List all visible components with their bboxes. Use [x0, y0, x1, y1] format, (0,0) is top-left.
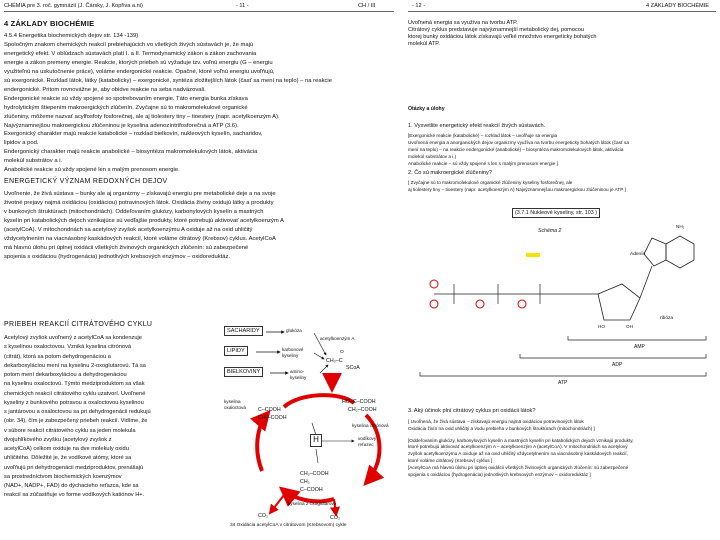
intro-line: Spoločným znakom chemických reakcií prebiehajúcich vo všetkých živých sústavách je, že majú: [4, 41, 254, 48]
intro-line: 4.5.4 Energetika biochemických dejov str. 134 -139): [4, 33, 139, 39]
box-bielkoviny: BIELKOVINY: [224, 367, 263, 377]
answer-3-line: [ Uvoľnená, že živá sústava – získavajú energiu najmä oxidáciou potravinových látok: [408, 419, 584, 424]
answer-3-line: ktoré potrebujú aktivovať acetylkoenzým A – acetylkoenzým A (acetylCoA). V mitochondriách sa acetylový: [408, 444, 628, 450]
chem-co2-a: CO₂: [258, 513, 269, 519]
cycle-line: acetylCoA) celkom oxiduje na dve molekuly oxidu: [4, 446, 129, 452]
left-header-title: CHÉMIA pre 3. roč. gymnázií (J. Čársky, J. Kopřiva a.ni): [4, 3, 143, 9]
cycle-line: potom mení dekarboxyláciou a dehydrogenáciou: [4, 372, 127, 378]
cycle-line: s jantárovou a oxaloctovou sa pri dehydrogenácii redukujú: [4, 409, 151, 415]
atp-diagram: [408, 198, 716, 398]
cycle-line: Acetylový zvyšok uvoľnený z acetylCoA sa kondenzuje: [4, 335, 142, 341]
chem-oxoglut-1: CH₂–COOH: [300, 471, 329, 477]
intro-line: endergonické. Pritom rovnovážne je, aby obidve reakcie na seba nadväzovali.: [4, 86, 206, 93]
answer-3-line: [Oddeľovaním glukózy, karbonylových kyselín a mastných kyselín pri katabolických dejoch vznikajú produkty,: [408, 437, 634, 443]
answer-1-line: mení na teplo) – na reakcie endergonické (anabolické) – biosyntéza makromolekulových látok, aktivácia: [408, 146, 624, 152]
intro-line: energie a zákon premeny energie. Reakcie, ktorých priebeh sú vyžaduje tzv. voľnú energiu (G – energiu: [4, 59, 273, 66]
left-header-code: CH / III: [358, 3, 376, 9]
chem-scoa: SCoA: [346, 365, 360, 371]
intro-line: lipidov a pod.: [4, 140, 39, 147]
chem-oxoglut-2: CH₂: [300, 479, 310, 485]
answer-3-line: [AcetylCoA má hlavnú úlohu pri úplnej oxidácii všetkých živinových organických zlúčenín: sú zabezpečené: [408, 465, 629, 471]
label-kyselina-oxoglutarova: kyselina 2-oxoglutarová: [288, 501, 337, 506]
label-karbonove-kyseliny: karbonové kyseliny: [282, 347, 304, 358]
atp-structure: [408, 198, 716, 398]
adenin-highlight: [526, 253, 540, 257]
tasks-title: Otázky a úlohy: [408, 106, 445, 112]
cycle-line: s kyselinou oxaloctovou. Vzniká kyselina citrónová: [4, 344, 132, 351]
label-retazec: reťazec: [358, 442, 374, 447]
right-intro-line: Uvoľnená energia sa využíva na tvorbu ATP.: [408, 20, 518, 26]
box-sacharidy: SACHARIDY: [224, 326, 263, 336]
right-intro-line: molekúl ATP.: [408, 41, 440, 47]
answer-2: [408, 180, 718, 194]
chem-oxaloct-1: C–COOH: [258, 407, 281, 413]
cycle-line: v súbore reakcií citrátového cyklu sa jeden molekula: [4, 427, 136, 434]
answer-1-line: Anabolické reakcie – sú vždy spojené s len s malým prenosom energie ]: [408, 160, 558, 166]
intro-line: hydrolytickým štiepením makroergických zlúčenín. Zvyčajne sú to makromolekulové organické: [4, 104, 248, 111]
intro-line: Endergonický charakter majú reakcie anabolické – biosyntéza makromolekulových látok, aktivácia: [4, 149, 258, 156]
atp-adenin: Adenín: [630, 252, 646, 257]
cycle-section-title: PRIEBEH REAKCIÍ CITRÁTOVÉHO CYKLU: [4, 321, 153, 328]
intro-line: Exergonický charakter majú reakcie katabolické – rozklad bielkovín, nukleových kyselín, sacharidov,: [4, 131, 263, 138]
atp-atp: ATP: [558, 380, 568, 386]
label-glukoza: glukóza: [286, 328, 302, 333]
chem-oxaloct-2: CH₂–COOH: [258, 415, 287, 421]
energy-line: životné prejavy najmä oxidáciou (oxidáciou) potravinových látok. Oxidácia živiny oxidujú látky a produkty: [4, 199, 274, 206]
left-header-rule: [4, 11, 394, 12]
question-2: 2. Čo sú makroergické zlúčeniny?: [408, 170, 492, 176]
left-header-page: - 11 -: [236, 3, 249, 9]
cycle-line: chemických reakcií citrátového cyklu uzatvorí. Uvoľnené: [4, 390, 146, 397]
energy-line: spojenia s oxidáciou (hydrogenácia) jednotlivých krebsových enzýmov – oxidoreduktáz.: [4, 253, 231, 260]
cycle-line: reakcií sa zúčastňuje vo forme vodíkových katiónov H+.: [4, 492, 145, 499]
cycle-line: dvojuhlíkového zvyšku (acetylový zvyšok z: [4, 436, 112, 443]
intro-line: Endergonické reakcie sú vždy spojené so spotrebovaním energie. Táto energia bunka získava: [4, 95, 248, 102]
energy-line: (acetylCoA). V mitochondriách sa acetylový zvyšok acetylkoenzýmu A oxiduje až na oxid uhličitý: [4, 226, 253, 233]
chem-citrat-2: CH₂–COOH: [348, 407, 377, 413]
right-header-code: 4 ZÁKLADY BIOCHÉMIE: [646, 3, 710, 9]
atp-box-title: (3.7.1 Nukleové kyseliny, str. 103 ): [512, 208, 600, 218]
right-page: [404, 0, 720, 540]
intro-line: využiteľnú na uskutočnenie práce), voláme endergonické reakcie. Opačné, ktoré voľnú energiu uvoľňujú,: [4, 68, 275, 75]
right-header-rule: [408, 11, 716, 12]
cycle-line: kyseliny z bunkového potravou a oxaloctovou kyselinou: [4, 399, 144, 406]
atp-amp: AMP: [634, 344, 645, 350]
cycle-line: (obr. 34), čím je zabezpečený priebeh reakcií. Vidíme, že: [4, 418, 148, 425]
diagram-caption: 34 Oxidácia acetylCoA v citrátovom (Krebsovom) cykle: [230, 523, 347, 528]
intro-line: energetický efekt. V oblúdzach sústavách platí I. a II. Termodynamický zákon a zákon zachovania: [4, 50, 257, 57]
atp-ho: HO: [598, 324, 605, 329]
label-kyselina-citronova: kyselina citrónová: [352, 423, 389, 428]
section-title: 4 ZÁKLADY BIOCHÉMIE: [4, 19, 95, 28]
cycle-line: na kyselinu oxaloctovú. Týmto medziproduktom sa však: [4, 381, 145, 388]
cycle-paragraph: [4, 334, 222, 501]
label-vodikovy: vodíkový: [358, 436, 377, 441]
answer-3-line: zvyšok acetylkoenzýmu A oxiduje až na oxid uhličitý vždycetylnením na viacnásobný kaskádových reakcií,: [408, 451, 628, 457]
intro-paragraph: [4, 32, 394, 175]
right-header-page: - 12 -: [412, 3, 426, 9]
answer-3-line: spojenia s oxidáciou (hydrogenácia) jednotlivých krebsových enzýmov – oxidoreduktáz ]: [408, 472, 591, 478]
cycle-line: uhličitého. Dôležité je, že vodíkové atómy, ktoré sa: [4, 455, 132, 462]
chem-o: O: [340, 350, 344, 355]
chem-oxoglut-3: C–COOH: [300, 487, 323, 493]
chem-co2-b: CO₂: [330, 515, 341, 521]
answer-3-line: ktoré voláme citrátový (Krebsov) cyklus ]: [408, 458, 493, 464]
right-intro-line: ktorej bunky oxidáciou látok získavajú veľké množstvo energeticky bohatých: [408, 34, 597, 40]
krebs-cycle-diagram: [224, 323, 396, 529]
intro-line: molekúl substrátov a i.: [4, 158, 63, 165]
energy-line: vždycetylnením na viacnásobný kaskádových reakcií, ktoré voláme citrátový (Krebsov) cyklus. AcetylCoA: [4, 235, 276, 242]
answer-1: [408, 133, 718, 168]
answer-1-line: Uvoľnená energia a anorganických dejov organizmy využíva na tvorbu energeticky bohatých látok (časť sa: [408, 139, 629, 145]
atp-oh: OH: [626, 324, 633, 329]
cycle-line: (NAD+, NADP+, FAD) do dýchacieho reťazca, kde sa: [4, 483, 139, 489]
energy-line: má hlavnú úlohu pri úplnej oxidácii všetkých živinových organických zlúčenín: sú zabezpečené: [4, 244, 249, 251]
right-intro-line: Citrátový cyklus predstavuje najvýznamnejší metabolický dej, pomocou: [408, 27, 584, 33]
intro-line: sú exergonické. Rozklad látok, látky (katabolicky) – exergonické, syntéza zložitejších látok (časť sa mení na teplo) – na reakcie: [4, 77, 332, 84]
atp-ribose: ribóza: [660, 316, 674, 321]
energy-section-title: ENERGETICKÝ VÝZNAM REDOXNÝCH DEJOV: [4, 178, 168, 185]
energy-line: Uvoľnenie, že živá sústava – bunky ale aj organizmy – získavajú energiu pre metabolické deje a na svoje: [4, 191, 276, 197]
energy-paragraph: [4, 190, 394, 262]
cycle-line: dekarboxyláciou mení na kyselinu 2-oxoglutarovú. Tá sa: [4, 362, 146, 369]
answer-2-line: aj tiolestery tiny – tioestery (napr. acetylkoenzým A) Najvýznamnejšou makroergickou zlúčeninou je ATP ]: [408, 186, 626, 192]
label-kyselina-oxaloctova: kyselina oxaloctová: [224, 399, 246, 410]
chem-acetyl-ch3: CH₃–C: [326, 358, 343, 364]
intro-line: Najvýznamnejšou makroergickou zlúčeninou je kyselina adenozíntrifosforečná a ATP (3.6).: [4, 122, 239, 129]
atp-nh2: NH₂: [676, 224, 685, 229]
answer-3-line: Oxidácia živín na oxid uhličitý a vodu prebieha v bunkových štruktúrach (mitochondriách) ]: [408, 425, 595, 431]
cycle-line: sa prostredníctvom biochemických koenzýmov: [4, 473, 122, 480]
box-lipidy: LIPIDY: [224, 346, 248, 356]
answer-3: [408, 419, 718, 479]
energy-line: v bunkových štruktúrach (mitochondriách). Oddeľovaním glukózy, karbonylových kyselín a mastných: [4, 208, 264, 215]
intro-line: zlúčeniny, môžeme nazvať acylfosfoty fosforečnej, ale aj tiolestery tiny – tioestery (napr. acetylkoenzým A).: [4, 113, 280, 120]
question-3: 3. Aký účinok plní citrátový cyklus pri oxidácii látok?: [408, 408, 536, 414]
chem-citrat-1: HO–C–COOH: [342, 399, 376, 405]
energy-line: kyselín pri katabolických dejoch vznikajúce sú vedľajšie produkty, ktoré potrebujú aktivovať acetylkoenzým A: [4, 217, 284, 224]
right-intro: [408, 20, 597, 48]
label-aminokyseliny: amino-kyseliny: [290, 369, 307, 380]
label-acetyl-coa: acetylkoenzým A: [320, 336, 355, 341]
intro-line: Anabolické reakcie sú vždy spojené len s malým prenosom energie.: [4, 167, 180, 174]
cycle-line: uvoľňujú pri dehydrogenácii medziproduktov, prenášajú: [4, 464, 144, 471]
atp-adp: ADP: [612, 362, 623, 368]
answer-1-line: [Exergonické reakcie (katabolické) – rozklad látok – uvoľňuje sa energia: [408, 133, 558, 138]
box-h: H: [310, 434, 322, 447]
cycle-line: (citrát), ktorá sa potom dehydrogenáciou a: [4, 353, 111, 360]
answer-2-line: [ Zvyčajne sú to makromolekulové organické zlúčeniny kyseliny fosforečnej, ale: [408, 180, 573, 185]
question-1: 1. Vysvetlite energetický efekt reakcií živých sústavách.: [408, 123, 546, 129]
answer-1-line: molekúl substrátov a i.): [408, 153, 457, 159]
atp-schema: Schéma 2: [538, 228, 562, 234]
